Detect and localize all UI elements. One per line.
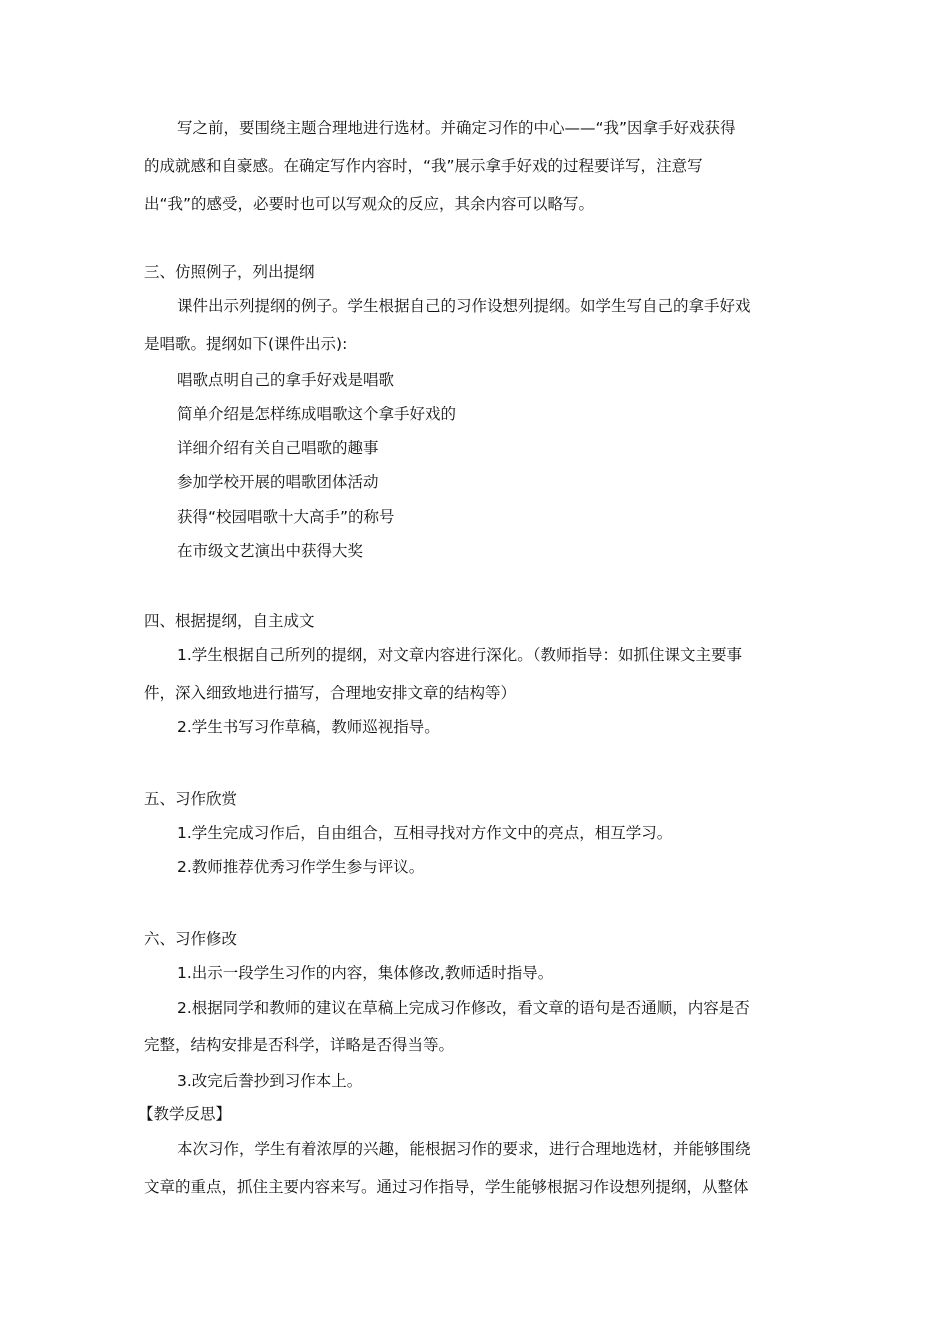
section-5-heading: 五、习作欣赏: [144, 790, 238, 808]
outline-item-2: 简单介绍是怎样练成唱歌这个拿手好戏的: [177, 405, 457, 423]
outline-item-3: 详细介绍有关自己唱歌的趣事: [177, 439, 379, 457]
reflection-heading: 【教学反思】: [138, 1105, 232, 1123]
section-4-heading: 四、根据提纲，自主成文: [144, 612, 315, 630]
reflection-line-1: 本次习作，学生有着浓厚的兴趣，能根据习作的要求，进行合理地选材，并能够围绕: [177, 1140, 751, 1158]
section-3-heading: 三、仿照例子，列出提纲: [144, 263, 315, 281]
section-4-item-1-line-1: 1.学生根据自己所列的提纲，对文章内容进行深化。（教师指导：如抓住课文主要事: [177, 646, 743, 664]
section-6-item-2-line-2: 完整，结构安排是否科学，详略是否得当等。: [144, 1036, 455, 1054]
section-6-item-2-line-1: 2.根据同学和教师的建议在草稿上完成习作修改，看文章的语句是否通顺，内容是否: [177, 999, 750, 1017]
intro-line-1: 写之前，要围绕主题合理地进行选材。并确定习作的中心——“我”因拿手好戏获得: [177, 119, 736, 137]
intro-line-2: 的成就感和自豪感。在确定写作内容时，“我”展示拿手好戏的过程要详写，注意写: [144, 157, 703, 175]
section-3-para-line-2: 是唱歌。提纲如下(课件出示):: [144, 335, 348, 353]
section-3-para-line-1: 课件出示列提纲的例子。学生根据自己的习作设想列提纲。如学生写自己的拿手好戏: [177, 297, 751, 315]
section-6-item-3: 3.改完后誊抄到习作本上。: [177, 1072, 363, 1090]
reflection-line-2: 文章的重点，抓住主要内容来写。通过习作指导，学生能够根据习作设想列提纲，从整体: [144, 1178, 749, 1196]
intro-line-3: 出“我”的感受，必要时也可以写观众的反应，其余内容可以略写。: [144, 195, 595, 213]
outline-item-1: 唱歌点明自己的拿手好戏是唱歌: [177, 371, 395, 389]
outline-item-4: 参加学校开展的唱歌团体活动: [177, 473, 379, 491]
section-6-heading: 六、习作修改: [144, 930, 238, 948]
section-4-item-2: 2.学生书写习作草稿，教师巡视指导。: [177, 718, 440, 736]
outline-item-6: 在市级文艺演出中获得大奖: [177, 542, 364, 560]
section-5-item-2: 2.教师推荐优秀习作学生参与评议。: [177, 858, 425, 876]
section-5-item-1: 1.学生完成习作后，自由组合，互相寻找对方作文中的亮点，相互学习。: [177, 824, 673, 842]
section-6-item-1: 1.出示一段学生习作的内容，集体修改,教师适时指导。: [177, 964, 554, 982]
section-4-item-1-line-2: 件，深入细致地进行描写，合理地安排文章的结构等）: [144, 684, 517, 702]
outline-item-5: 获得“校园唱歌十大高手”的称号: [177, 508, 395, 526]
